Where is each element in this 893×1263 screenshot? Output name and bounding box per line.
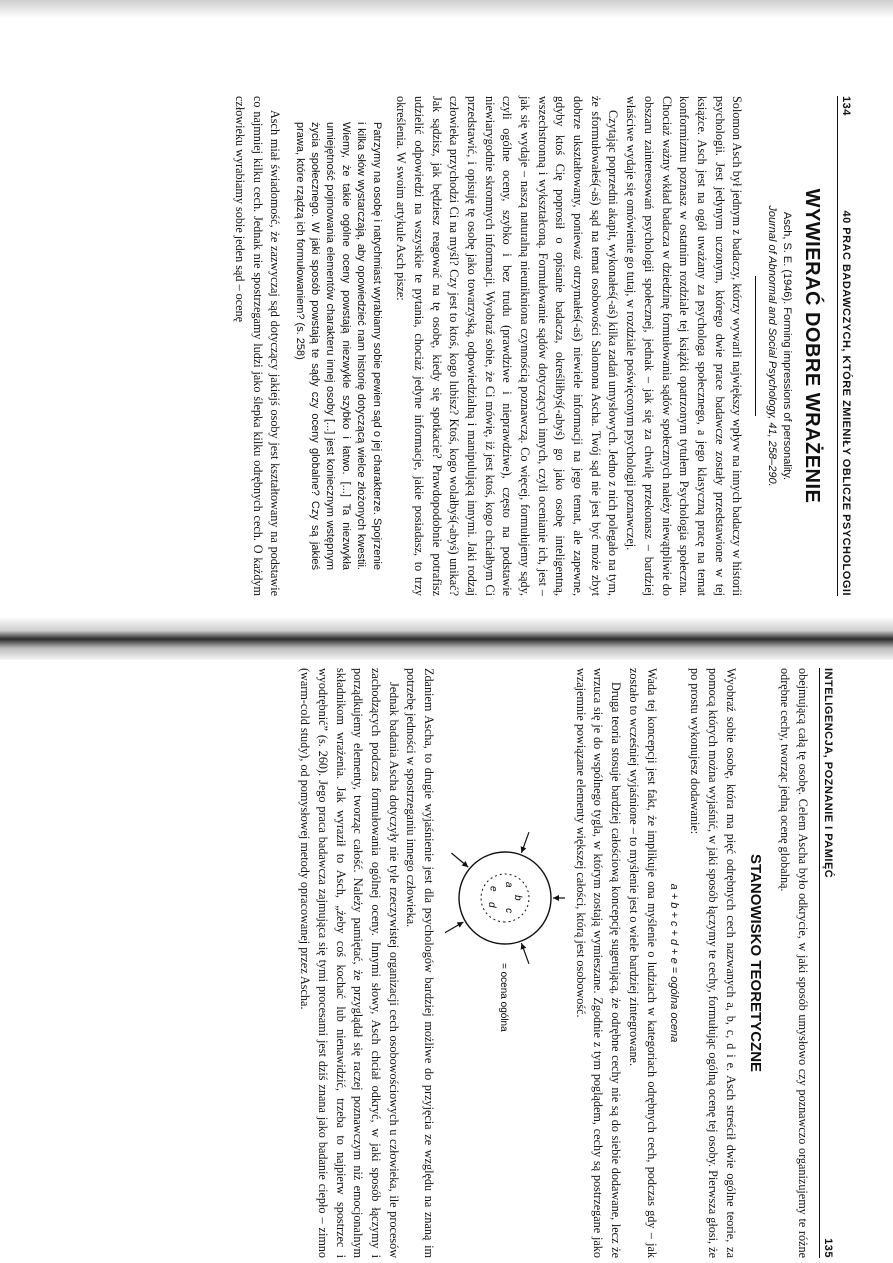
trait-letter: a bbox=[502, 881, 514, 888]
book-gutter bbox=[0, 618, 893, 660]
paragraph: Druga teoria stosuje bardziej całościową koncepcję sugerującą, że odrębne cechy nie są do siebie dodawane, lecz że wrzuca się je do wspólnego tygla, w którym zostają wymieszane. Zgodnie z tym poglądem, cechy są postrzegane jako wzajemnie powiązane elementy większej całości, którą jest osobowość. bbox=[573, 668, 624, 1258]
scan-edge bbox=[0, 0, 893, 18]
running-head bbox=[819, 668, 834, 1258]
trait-letter: c bbox=[502, 908, 514, 914]
arrow-head bbox=[553, 895, 559, 901]
running-head bbox=[837, 96, 852, 596]
paragraph: Solomon Asch był jednym z badaczy, którzy wywarli największy wpływ na innych badaczy w historii psychologii. Jest jedynym uczonym, którego dwie prace badawcze zostały przedstawione w tej książce. Asch jest na ogół uważany za psychologa społecznego, a jego klasyczną pracę na temat konformizmu poznasz w ostatnim rozdziale tej książki opatrzonym tytułem Psychologia społeczna. Chociaż ważny wkład badacza w dziedzinę formułowania sądów społecznych należy niewątpliwie do obszaru zainteresowań psychologii społecznej, jednak – jak się za chwilę przekonasz – bardziej właściwe wydaje się omówienie go tutaj, w rozdziale poświęconym psychologii poznawczej. bbox=[624, 96, 745, 596]
reference-line: Asch, S. E. (1946). Forming impressions of personality. bbox=[781, 211, 793, 481]
diagram-label: = ocena ogólna bbox=[498, 963, 510, 1032]
trait-letter: d bbox=[486, 902, 498, 908]
trait-diagram bbox=[445, 668, 565, 1258]
page-number: 135 bbox=[822, 1238, 834, 1258]
page-134 bbox=[52, 96, 852, 596]
reference-line: Journal of Abnormal and Social Psychology, 41, 258–290. bbox=[766, 205, 779, 487]
trait-letter: b bbox=[512, 895, 524, 901]
reference bbox=[764, 96, 794, 596]
trait-letter: e bbox=[487, 886, 499, 892]
title-rule bbox=[755, 276, 756, 416]
paragraph: Zdaniem Ascha, to drugie wyjaśnienie jest dla psychologów bardziej możliwe do przyjęcia ze względu na znaną im potrzebę jedności w spostrzeganiu innego człowieka. bbox=[404, 668, 437, 1258]
paragraph: Czytając poprzedni akapit, wykonałeś(-aś) kilka zadań umysłowych. Jedno z nich polegało na tym, że sformułowałeś(-aś) sąd na temat osobowości Salomona Ascha. Twój sąd nie jest być może zbyt dobrze ukształtowany, ponieważ otrzymałeś(-aś) niewiele informacji na jego temat, ale zapewne, gdyby ktoś Cię poprosił o opisanie badacza, określiłbyś(-abyś) go jako osobę inteligentną, wszechstronną i wykształconą. Formułowanie sądów dotyczących innych, czyli ocenianie ich, jest – jak się wydaje – naszą naturalną nieunikniona czynnością poznawczą. Co więcej, formułujemy sądy, czyli ogólne oceny, szybko i bez trudu (prawdziwe i nieprawdziwe), często na podstawie niewiarygodnie skromnych informacji. Wyobraź sobie, że Ci mówię, iż jest ktoś, kogo chciałbym Ci przedstawić, i opisuję tę osobę jako towarzyską, odpowiedzialną i manipulującą innymi. Jaki rodzaj człowieka przychodzi Ci na myśl? Czy jest to ktoś, kogo lubisz? Ktoś, kogo wolałbyś(-abyś) unikać? Jak sądzisz, jak będziesz reagować na tę osobę, kiedy się spotkacie? Prawdopodobnie potrafisz udzielić odpowiedzi na wszystkie te pytania, chociaż jedyne informacje, jakie posiadasz, to trzy określenia. W swoim artykule Asch pisze: bbox=[394, 96, 621, 596]
trait-diagram-svg bbox=[445, 813, 565, 1113]
formula: a + b + c + d + e = ogólna ocena bbox=[667, 883, 680, 1043]
letters bbox=[486, 882, 523, 913]
paragraph: Asch miał świadomość, że zazwyczaj sąd dotyczący jakiejś osoby jest kształtowany na podstawie co najmniej kilku cech. Jednak nie spostrzegamy ludzi jako ślepka kilku odrębnych cech. O każdym człowieku wyrabiamy sobie jeden sąd – ocenę bbox=[232, 96, 283, 596]
block-quote: Patrzymy na osobę i natychmiast wyrabiamy sobie pewien sąd o jej charakterze. Spojrzenie i kilka słów wystarczają, aby opowiedzieć nam historię dotyczącą wielce złożonych kwestii. Wiemy, że takie ogólne oceny powstają niezwykle szybko i łatwo. [...] Ta niezwykła umiejętność pojmowania elementów charakteru innej osoby [...] jest koniecznym wstępnym życia społecznego. W jaki sposób powstają te sądy czy oceny globalne? Czy są jakieś prawa, które rządzą ich formułowaniem? (s. 258) bbox=[293, 122, 383, 570]
paragraph: obejmującą całą tę osobę. Celem Ascha było odkrycie, w jaki sposób umysłowo czy poznawczo organizujemy te różne odrębne cechy, tworząc jedną ocenę globalną. bbox=[778, 668, 810, 1258]
running-head-text: 40 PRAC BADAWCZYCH, KTÓRE ZMIENIŁY OBLICZE PSYCHOLOGII bbox=[840, 210, 852, 596]
paragraph: Wada tej koncepcji jest fakt, że implikuje ona myślenie o ludziach w kategoriach odrębnych cech, podczas gdy – jak zostało to wcześniej wyjaśnione – to myślenie jest o wiele bardziej zintegrowane. bbox=[626, 668, 659, 1258]
paragraph: Jednak badania Ascha dotyczyły nie tyle rzeczywistej organizacji cech osobowościowych u człowieka, ile procesów zachodzących podczas formułowania ogólnej oceny. Innymi słowy, Asch chciał odkryć, w jaki sposób łączymy i porządkujemy elementy, tworząc całość. Należy pamiętać, że przyglądał się raczej poznawczym niż emocjonalnym składnikom wrażenia. Jak wyraził to Asch, „żeby coś kochać lub nienawidzić, trzeba to najpierw spostrzec i wyodrębnić” (s. 260). Jego praca badawcza zajmująca się tymi procesami jest dziś znana jako badanie ciepło – zimno (warm-cold study), od pomysłowej metody opracowanej przez Ascha. bbox=[298, 668, 401, 1258]
section-title: STANOWISKO TEORETYCZNE bbox=[746, 853, 764, 1073]
outer-circle bbox=[459, 852, 551, 944]
running-head-text: INTELIGENCJA, POZNANIE I PAMIĘĆ bbox=[822, 668, 834, 879]
page-number: 134 bbox=[840, 96, 852, 116]
page-135 bbox=[44, 668, 834, 1258]
paragraph: Wyobraź sobie osobę, która ma pięć odrębnych cech nazwanych a, b, c, d i e. Asch streścił dwie ogólne teorie, za pomocą których można wyjaśnić, w jaki sposób łączymy te cechy, formułując ogólną ocenę tej osoby. Pierwsza głosi, że po prostu wykonujesz dodawanie: bbox=[688, 668, 738, 1258]
chapter-title: WYWIERAĆ DOBRE WRAŻENIE bbox=[801, 188, 823, 504]
